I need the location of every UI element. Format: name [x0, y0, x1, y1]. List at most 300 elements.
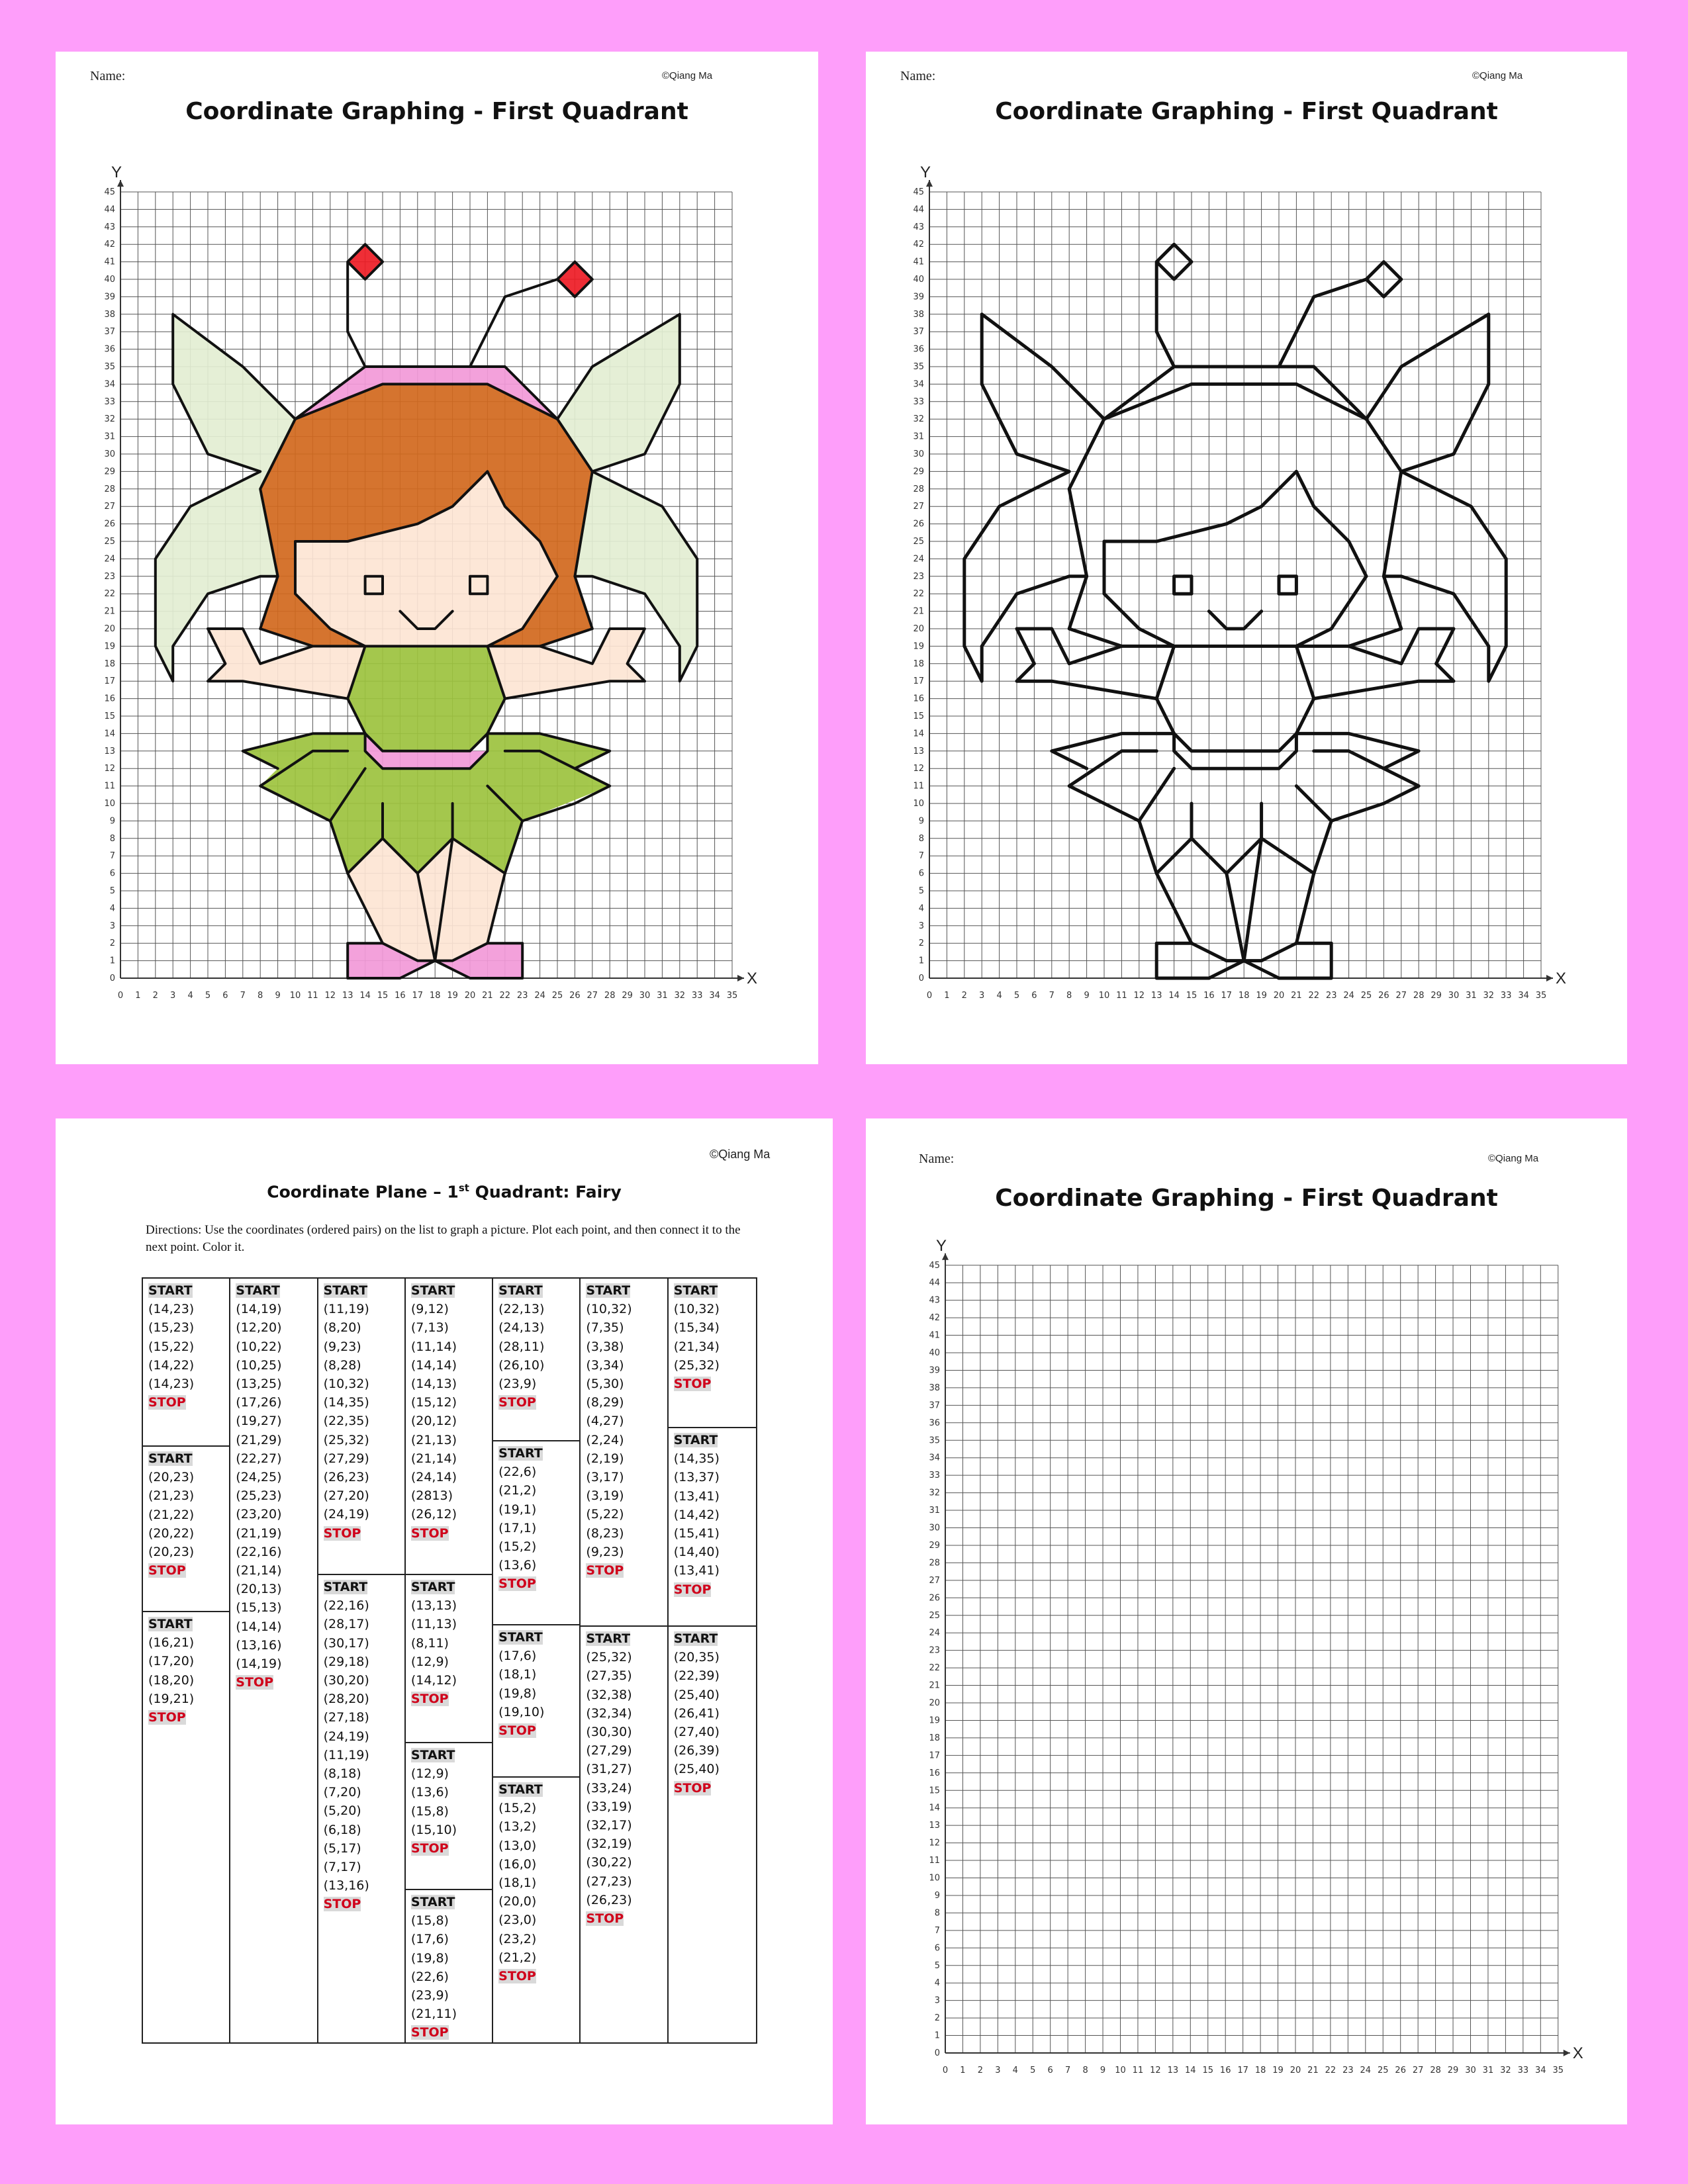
coordinate-pair: (27,23) [586, 1874, 632, 1889]
x-tick-label: 35 [1535, 991, 1547, 1001]
x-tick-label: 22 [499, 991, 511, 1001]
coordinate-pair: (21,22) [148, 1507, 195, 1522]
y-tick-label: 1 [934, 2030, 940, 2041]
x-tick-label: 15 [1186, 991, 1197, 1001]
start-label: START [586, 1283, 631, 1298]
coordinate-pair: (4,27) [586, 1414, 624, 1429]
x-tick-label: 28 [604, 991, 616, 1001]
y-axis-label: Y [111, 163, 122, 181]
y-tick-label: 0 [934, 2048, 940, 2058]
x-tick-label: 28 [1413, 991, 1425, 1001]
y-tick-label: 31 [913, 432, 924, 442]
stop-label: STOP [673, 1377, 712, 1392]
y-tick-label: 33 [913, 396, 924, 407]
stop-label: STOP [586, 1911, 624, 1927]
start-label: START [148, 1451, 193, 1466]
y-tick-label: 27 [104, 502, 115, 512]
x-tick-label: 6 [1031, 991, 1037, 1001]
y-tick-label: 7 [934, 1925, 940, 1936]
stop-label: STOP [498, 1395, 536, 1410]
y-tick-label: 30 [913, 449, 924, 459]
y-tick-label: 12 [104, 764, 115, 774]
coordinate-pair: (23,20) [236, 1507, 282, 1522]
x-tick-label: 28 [1430, 2066, 1441, 2075]
y-tick-label: 23 [929, 1645, 940, 1656]
coordinate-pair: (28,17) [323, 1617, 369, 1632]
coordinate-pair: (22,6) [410, 1969, 449, 1984]
start-label: START [586, 1631, 631, 1646]
y-tick-label: 15 [104, 711, 115, 721]
y-tick-label: 2 [934, 2013, 940, 2024]
x-tick-label: 20 [1289, 2066, 1301, 2075]
coordinate-pair: (24,13) [498, 1320, 545, 1336]
coordinate-column [230, 1279, 318, 2042]
x-tick-label: 0 [942, 2066, 949, 2075]
x-tick-label: 23 [516, 991, 528, 1001]
copyright-text: ©Qiang Ma [662, 70, 713, 81]
y-tick-label: 24 [104, 554, 115, 565]
coordinate-block [493, 1440, 579, 1594]
y-tick-label: 32 [929, 1488, 940, 1498]
stop-label: STOP [410, 1525, 449, 1541]
coordinate-pair: (14,35) [673, 1451, 720, 1467]
y-tick-label: 36 [104, 344, 115, 355]
x-tick-label: 11 [1116, 991, 1127, 1001]
coordinate-pair: (21,29) [236, 1432, 282, 1447]
coordinate-pair: (12,9) [410, 1766, 449, 1782]
stop-label: STOP [148, 1563, 186, 1578]
coordinate-pair: (15,2) [498, 1539, 537, 1555]
copyright-text: ©Qiang Ma [710, 1148, 771, 1161]
start-label: START [673, 1631, 718, 1646]
x-tick-label: 17 [412, 991, 424, 1001]
x-tick-label: 15 [1202, 2066, 1214, 2075]
x-tick-label: 22 [1325, 2066, 1336, 2075]
coordinate-pair: (24,19) [323, 1729, 369, 1744]
y-tick-label: 13 [104, 746, 115, 756]
left-gem [348, 244, 383, 279]
y-tick-label: 16 [929, 1768, 940, 1778]
y-tick-label: 1 [109, 956, 115, 966]
x-tick-label: 25 [551, 991, 563, 1001]
y-tick-label: 22 [913, 589, 924, 600]
y-tick-label: 41 [104, 257, 115, 267]
x-tick-label: 22 [1308, 991, 1320, 1001]
y-tick-label: 14 [929, 1803, 940, 1813]
coordinate-pair: (15,22) [148, 1339, 195, 1354]
x-tick-label: 27 [1412, 2066, 1424, 2075]
outline-segment [1209, 612, 1261, 629]
coordinate-column [669, 1279, 756, 2042]
coordinate-pair: (19,21) [148, 1691, 195, 1706]
x-arrow [1546, 975, 1553, 981]
x-tick-label: 2 [961, 991, 967, 1001]
y-tick-label: 38 [929, 1383, 940, 1393]
y-tick-label: 9 [918, 816, 924, 827]
x-tick-label: 23 [1342, 2066, 1354, 2075]
y-tick-label: 20 [929, 1698, 940, 1708]
coordinate-pair: (15,10) [410, 1822, 457, 1837]
coordinate-block [406, 1742, 492, 1858]
y-tick-label: 31 [929, 1506, 940, 1516]
y-tick-label: 33 [929, 1471, 940, 1481]
coordinate-pair: (15,8) [410, 1913, 449, 1929]
start-label: START [410, 1580, 455, 1594]
coordinate-pair: (25,32) [323, 1432, 369, 1447]
y-tick-label: 2 [918, 938, 924, 949]
y-tick-label: 26 [104, 519, 115, 529]
y-tick-label: 45 [929, 1260, 940, 1271]
x-tick-label: 20 [1273, 991, 1285, 1001]
coordinate-block [581, 1279, 667, 1580]
start-label: START [673, 1283, 718, 1298]
x-tick-label: 29 [1430, 991, 1442, 1001]
coordinate-pair: (21,14) [236, 1563, 282, 1578]
y-tick-label: 6 [934, 1943, 940, 1954]
coordinate-pair: (21,19) [236, 1525, 282, 1541]
coordinate-block [493, 1776, 579, 1985]
start-label: START [323, 1580, 368, 1594]
coordinate-pair: (26,23) [323, 1470, 369, 1485]
x-tick-label: 10 [289, 991, 301, 1001]
x-tick-label: 33 [691, 991, 703, 1001]
coordinate-pair: (22,39) [673, 1668, 720, 1684]
coordinate-pair: (26,41) [673, 1706, 720, 1721]
coordinate-pair: (8,20) [323, 1320, 361, 1336]
y-tick-label: 34 [929, 1453, 940, 1463]
x-tick-label: 13 [1150, 991, 1162, 1001]
x-tick-label: 1 [135, 991, 141, 1001]
x-tick-label: 21 [1291, 991, 1302, 1001]
y-tick-label: 9 [109, 816, 115, 827]
y-tick-label: 15 [913, 711, 924, 721]
stop-label: STOP [148, 1395, 186, 1410]
coordinate-pair: (11,19) [323, 1302, 369, 1317]
x-tick-label: 11 [1132, 2066, 1144, 2075]
y-tick-label: 28 [929, 1558, 940, 1569]
coordinate-pair: (20,0) [498, 1894, 537, 1909]
x-tick-label: 35 [1552, 2066, 1564, 2075]
x-tick-label: 15 [377, 991, 389, 1001]
coordinate-pair: (19,8) [498, 1686, 537, 1701]
y-tick-label: 35 [104, 362, 115, 372]
x-tick-label: 19 [1272, 2066, 1284, 2075]
x-tick-label: 12 [1133, 991, 1145, 1001]
coordinate-pair: (22,6) [498, 1465, 537, 1480]
coordinate-pair: (13,41) [673, 1488, 720, 1504]
x-tick-label: 2 [152, 991, 158, 1001]
coordinate-pair: (5,17) [323, 1841, 361, 1856]
y-tick-label: 25 [929, 1610, 940, 1621]
y-tick-label: 3 [918, 921, 924, 931]
coordinate-pair: (11,19) [323, 1747, 369, 1762]
coordinate-pair: (32,17) [586, 1818, 632, 1833]
x-tick-label: 18 [429, 991, 441, 1001]
coordinate-column [143, 1279, 230, 2042]
coordinate-pair: (30,22) [586, 1855, 632, 1870]
coordinate-pair: (15,41) [673, 1526, 720, 1541]
coordinate-block [581, 1625, 667, 1928]
coordinate-pair: (26,39) [673, 1743, 720, 1758]
x-tick-label: 10 [1115, 2066, 1126, 2075]
coordinate-pair: (14,35) [323, 1395, 369, 1410]
coordinate-pair: (23,0) [498, 1913, 537, 1928]
x-tick-label: 16 [1219, 2066, 1231, 2075]
x-tick-label: 11 [307, 991, 318, 1001]
stop-label: STOP [410, 2025, 449, 2040]
coordinate-pair: (3,34) [586, 1357, 624, 1373]
stop-label: STOP [236, 1675, 274, 1690]
stop-label: STOP [498, 1723, 536, 1739]
coordinate-pair: (21,13) [410, 1432, 457, 1447]
x-tick-label: 33 [1500, 991, 1512, 1001]
y-tick-label: 40 [929, 1348, 940, 1358]
x-tick-label: 14 [1168, 991, 1180, 1001]
coordinate-pair: (25,23) [236, 1488, 282, 1504]
grid [945, 1265, 1558, 2053]
x-tick-label: 6 [222, 991, 228, 1001]
y-tick-label: 4 [918, 903, 924, 914]
y-tick-label: 33 [104, 396, 115, 407]
y-tick-label: 34 [913, 379, 924, 390]
coordinate-pair: (15,34) [673, 1320, 720, 1336]
coordinate-pair: (27,20) [323, 1488, 369, 1504]
coordinate-pair: (22,16) [323, 1598, 369, 1614]
y-tick-label: 19 [929, 1715, 940, 1726]
coordinate-pair: (33,19) [586, 1799, 632, 1814]
coordinate-block [230, 1279, 316, 1692]
start-label: START [410, 1748, 455, 1762]
start-label: START [673, 1433, 718, 1447]
x-tick-label: 8 [1066, 991, 1072, 1001]
graph-title: Coordinate Graphing - First Quadrant [995, 98, 1498, 125]
x-tick-label: 4 [996, 991, 1002, 1001]
copyright-text: ©Qiang Ma [1472, 70, 1523, 81]
coordinate-pair: (30,20) [323, 1673, 369, 1688]
coordinate-pair: (17,6) [498, 1649, 537, 1664]
x-tick-label: 24 [1343, 991, 1354, 1001]
x-tick-label: 1 [944, 991, 950, 1001]
start-label: START [148, 1617, 193, 1631]
coordinate-pair: (24,19) [323, 1507, 369, 1522]
y-tick-label: 8 [109, 833, 115, 844]
y-tick-label: 44 [929, 1278, 940, 1289]
x-tick-label: 14 [1185, 2066, 1196, 2075]
coordinate-pair: (14,14) [410, 1357, 457, 1373]
y-tick-label: 43 [929, 1295, 940, 1306]
y-tick-label: 27 [913, 502, 924, 512]
x-tick-label: 1 [960, 2066, 966, 2075]
coordinate-pair: (32,34) [586, 1706, 632, 1721]
x-tick-label: 5 [1013, 991, 1020, 1001]
y-axis-label: Y [936, 1236, 947, 1255]
coordinate-pair: (20,23) [148, 1545, 195, 1560]
x-tick-label: 17 [1221, 991, 1233, 1001]
stop-label: STOP [673, 1780, 712, 1796]
y-tick-label: 17 [913, 676, 924, 687]
x-tick-label: 30 [1448, 991, 1460, 1001]
y-tick-label: 42 [913, 240, 924, 250]
blank-graph [866, 1118, 1627, 2124]
coordinate-pair: (5,30) [586, 1377, 624, 1392]
coordinate-pair: (23,9) [410, 1988, 449, 2003]
coordinate-pair: (19,10) [498, 1704, 545, 1719]
coordinate-pair: (19,1) [498, 1502, 537, 1517]
coordinate-block [493, 1624, 579, 1740]
x-tick-label: 20 [464, 991, 476, 1001]
coordinate-pair: (14,23) [148, 1377, 195, 1392]
coordinate-pair: (3,38) [586, 1339, 624, 1354]
coordinate-pair: (20,12) [410, 1414, 457, 1429]
coordinate-pair: (9,12) [410, 1302, 449, 1317]
outline-segment [1279, 576, 1296, 594]
x-tick-label: 8 [258, 991, 263, 1001]
coordinate-pair: (9,23) [586, 1544, 624, 1559]
y-tick-label: 18 [104, 659, 115, 669]
coordinate-column [318, 1279, 406, 2042]
coordinate-pair: (6,18) [323, 1822, 361, 1837]
y-tick-label: 23 [913, 571, 924, 582]
y-axis-label: Y [920, 163, 931, 181]
y-tick-label: 24 [929, 1628, 940, 1639]
y-tick-label: 4 [109, 903, 115, 914]
coordinate-pair: (10,32) [586, 1302, 632, 1317]
coordinate-pair: (16,0) [498, 1856, 537, 1872]
coordinate-table [142, 1277, 757, 2044]
coordinate-block [493, 1279, 579, 1412]
y-tick-label: 43 [913, 222, 924, 232]
y-tick-label: 29 [929, 1540, 940, 1551]
coordinate-block [669, 1427, 756, 1599]
y-tick-label: 6 [109, 868, 115, 879]
y-tick-label: 27 [929, 1575, 940, 1586]
y-tick-label: 29 [913, 467, 924, 477]
x-tick-label: 31 [1466, 991, 1477, 1001]
coordinate-pair: (18,1) [498, 1667, 537, 1682]
graph-title: Coordinate Graphing - First Quadrant [995, 1185, 1498, 1212]
y-tick-label: 17 [104, 676, 115, 687]
x-tick-label: 30 [1465, 2066, 1476, 2075]
y-tick-label: 30 [929, 1523, 940, 1533]
coordinate-list-page [56, 1118, 833, 2124]
coordinate-pair: (25,32) [586, 1650, 632, 1665]
coordinate-block [318, 1574, 404, 1914]
coordinate-pair: (14,19) [236, 1302, 282, 1317]
y-tick-label: 39 [929, 1365, 940, 1376]
list-title: Coordinate Plane – 1st Quadrant: Fairy [267, 1182, 622, 1202]
y-tick-label: 30 [104, 449, 115, 459]
y-tick-label: 3 [109, 921, 115, 931]
stop-label: STOP [586, 1563, 624, 1578]
coordinate-pair: (26,10) [498, 1357, 545, 1373]
x-tick-label: 24 [534, 991, 545, 1001]
y-tick-label: 13 [929, 1821, 940, 1831]
y-tick-label: 20 [104, 624, 115, 634]
x-tick-label: 4 [1012, 2066, 1018, 2075]
y-tick-label: 31 [104, 432, 115, 442]
copyright-text: ©Qiang Ma [1488, 1153, 1539, 1164]
coordinate-pair: (12,9) [410, 1654, 449, 1669]
x-tick-label: 3 [979, 991, 985, 1001]
x-tick-label: 30 [639, 991, 651, 1001]
y-tick-label: 36 [929, 1418, 940, 1428]
coordinate-pair: (22,35) [323, 1414, 369, 1429]
x-tick-label: 16 [1203, 991, 1215, 1001]
bodice [348, 646, 505, 751]
y-tick-label: 7 [109, 851, 115, 862]
y-tick-label: 14 [913, 729, 924, 739]
start-label: START [236, 1283, 280, 1298]
y-tick-label: 12 [913, 764, 924, 774]
y-tick-label: 28 [104, 484, 115, 494]
coordinate-block [143, 1445, 229, 1580]
stop-label: STOP [323, 1897, 361, 1912]
coordinate-pair: (8,23) [586, 1525, 624, 1541]
y-tick-label: 44 [104, 205, 115, 215]
coordinate-pair: (7,17) [323, 1860, 361, 1875]
x-tick-label: 26 [1378, 991, 1389, 1001]
coordinate-pair: (3,19) [586, 1488, 624, 1504]
coordinate-pair: (17,20) [148, 1654, 195, 1669]
coordinate-pair: (17,1) [498, 1520, 537, 1535]
x-axis-label: X [1572, 2044, 1583, 2062]
y-tick-label: 5 [934, 1960, 940, 1971]
x-tick-label: 14 [359, 991, 371, 1001]
stop-label: STOP [148, 1710, 186, 1725]
y-tick-label: 21 [104, 606, 115, 617]
x-tick-label: 7 [1049, 991, 1055, 1001]
x-tick-label: 34 [1535, 2066, 1546, 2075]
y-tick-label: 25 [913, 537, 924, 547]
y-tick-label: 39 [104, 292, 115, 302]
coordinate-block [143, 1611, 229, 1727]
start-label: START [410, 1895, 455, 1909]
x-tick-label: 0 [117, 991, 124, 1001]
coordinate-pair: (26,23) [586, 1892, 632, 1907]
coordinate-pair: (13,6) [410, 1785, 449, 1800]
y-tick-label: 13 [913, 746, 924, 756]
outline-segment [1174, 576, 1192, 594]
x-tick-label: 34 [1518, 991, 1529, 1001]
start-label: START [148, 1283, 193, 1298]
coordinate-pair: (20,22) [148, 1525, 195, 1541]
coordinate-pair: (2,24) [586, 1432, 624, 1447]
x-tick-label: 10 [1098, 991, 1110, 1001]
coordinate-pair: (8,28) [323, 1357, 361, 1373]
y-tick-label: 32 [104, 414, 115, 425]
x-arrow [1564, 2050, 1570, 2056]
coordinate-pair: (32,38) [586, 1687, 632, 1702]
y-tick-label: 18 [913, 659, 924, 669]
x-tick-label: 5 [205, 991, 211, 1001]
stop-label: STOP [323, 1525, 361, 1541]
x-tick-label: 7 [1065, 2066, 1071, 2075]
outline-fairy-page [866, 52, 1627, 1064]
coordinate-pair: (24,14) [410, 1470, 457, 1485]
coordinate-pair: (14,42) [673, 1507, 720, 1522]
coordinate-pair: (24,25) [236, 1470, 282, 1485]
y-tick-label: 14 [104, 729, 115, 739]
y-tick-label: 37 [913, 327, 924, 338]
coordinate-pair: (25,40) [673, 1762, 720, 1777]
x-tick-label: 3 [170, 991, 176, 1001]
coordinate-pair: (21,23) [148, 1488, 195, 1504]
y-tick-label: 26 [913, 519, 924, 529]
y-tick-label: 38 [104, 309, 115, 320]
y-tick-label: 6 [918, 868, 924, 879]
y-tick-label: 12 [929, 1838, 940, 1848]
coordinate-pair: (27,18) [323, 1710, 369, 1725]
